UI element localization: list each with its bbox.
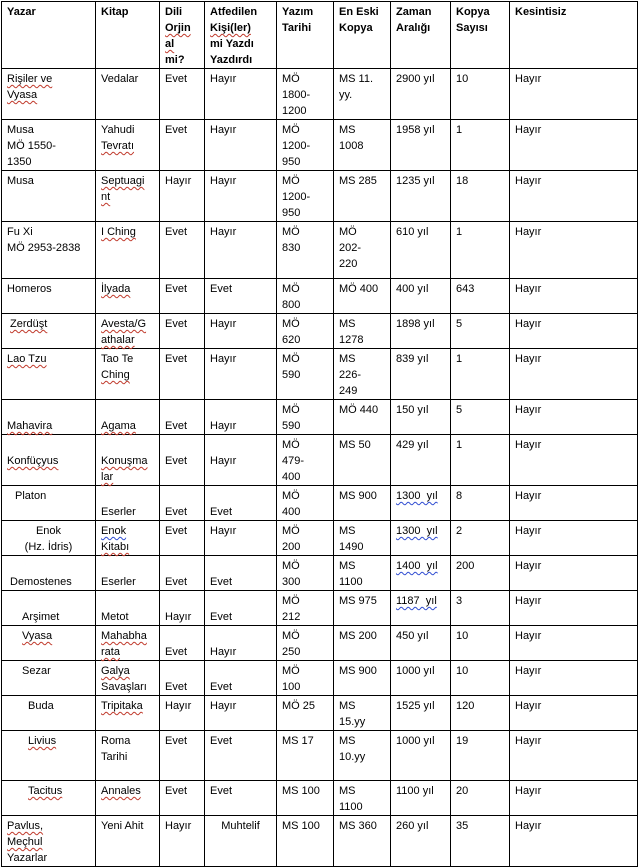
cell-sayi: 35 xyxy=(451,816,510,867)
cell-zaman: 839 yıl xyxy=(391,349,451,400)
cell-kopya: MS 1100 xyxy=(334,556,391,591)
cell-kesintisiz: Hayır xyxy=(510,279,638,314)
cell-kopya: MÖ 400 xyxy=(334,279,391,314)
cell-atfedilen: Evet xyxy=(205,486,277,521)
cell-dili: Evet xyxy=(160,731,205,781)
cell-kesintisiz: Hayır xyxy=(510,222,638,279)
cell-yazim: MÖ 620 xyxy=(277,314,334,349)
table-row xyxy=(2,661,638,696)
cell-sayi: 1 xyxy=(451,349,510,400)
cell-yazim: MS 100 xyxy=(277,781,334,816)
cell-dili: Evet xyxy=(160,222,205,279)
cell-zaman: 2900 yıl xyxy=(391,69,451,120)
cell-kesintisiz: Hayır xyxy=(510,349,638,400)
cell-dili: Hayır xyxy=(160,591,205,626)
table-row xyxy=(2,435,638,486)
header-kitap: Kitap xyxy=(96,2,160,69)
cell-kopya: MS 1490 xyxy=(334,521,391,556)
cell-kitap: Konuşma lar xyxy=(96,435,160,486)
cell-zaman: 1400 yıl xyxy=(391,556,451,591)
cell-kesintisiz: Hayır xyxy=(510,314,638,349)
cell-yazar: Musa xyxy=(2,171,96,222)
cell-zaman: 450 yıl xyxy=(391,626,451,661)
cell-zaman: 1187 yıl xyxy=(391,591,451,626)
cell-dili: Evet xyxy=(160,314,205,349)
cell-dili: Evet xyxy=(160,279,205,314)
header-kopya-sayisi: Kopya Sayısı xyxy=(451,2,510,69)
table-row xyxy=(2,120,638,171)
cell-kitap: Vedalar xyxy=(96,69,160,120)
cell-atfedilen: Hayır xyxy=(205,120,277,171)
cell-atfedilen: Hayır xyxy=(205,435,277,486)
cell-yazar: Tacitus xyxy=(2,781,96,816)
cell-kopya: MÖ 440 xyxy=(334,400,391,435)
cell-kitap: Roma Tarihi xyxy=(96,731,160,781)
table-row xyxy=(2,521,638,556)
cell-kitap: Avesta/G athalar xyxy=(96,314,160,349)
cell-dili: Evet xyxy=(160,435,205,486)
cell-yazim: MS 17 xyxy=(277,731,334,781)
cell-zaman: 1300 yıl xyxy=(391,521,451,556)
table-row xyxy=(2,816,638,867)
cell-yazim: MÖ 830 xyxy=(277,222,334,279)
cell-zaman: 150 yıl xyxy=(391,400,451,435)
cell-atfedilen: Evet xyxy=(205,556,277,591)
cell-zaman: 1958 yıl xyxy=(391,120,451,171)
cell-yazar: Enok (Hz. İdris) xyxy=(2,521,96,556)
cell-sayi: 18 xyxy=(451,171,510,222)
cell-sayi: 8 xyxy=(451,486,510,521)
cell-dili: Evet xyxy=(160,486,205,521)
cell-sayi: 5 xyxy=(451,400,510,435)
cell-kesintisiz: Hayır xyxy=(510,591,638,626)
cell-atfedilen: Hayır xyxy=(205,400,277,435)
cell-kesintisiz: Hayır xyxy=(510,696,638,731)
cell-kitap: I Ching xyxy=(96,222,160,279)
cell-dili: Evet xyxy=(160,661,205,696)
cell-kitap: Galya Savaşları xyxy=(96,661,160,696)
table-row xyxy=(2,314,638,349)
cell-atfedilen: Hayır xyxy=(205,222,277,279)
cell-kopya: MS 360 xyxy=(334,816,391,867)
cell-kitap: Metot xyxy=(96,591,160,626)
cell-sayi: 3 xyxy=(451,591,510,626)
cell-atfedilen: Hayır xyxy=(205,696,277,731)
cell-yazim: MÖ 590 xyxy=(277,400,334,435)
cell-dili: Hayır xyxy=(160,171,205,222)
cell-dili: Evet xyxy=(160,521,205,556)
cell-sayi: 1 xyxy=(451,222,510,279)
header-row xyxy=(2,2,638,69)
cell-yazim: MÖ 800 xyxy=(277,279,334,314)
cell-dili: Evet xyxy=(160,556,205,591)
cell-kitap: Yeni Ahit xyxy=(96,816,160,867)
cell-dili: Evet xyxy=(160,120,205,171)
cell-sayi: 1 xyxy=(451,435,510,486)
cell-kesintisiz: Hayır xyxy=(510,400,638,435)
cell-zaman: 1000 yıl xyxy=(391,661,451,696)
cell-sayi: 2 xyxy=(451,521,510,556)
cell-kesintisiz: Hayır xyxy=(510,781,638,816)
cell-yazar: Zerdüşt xyxy=(2,314,96,349)
cell-kopya: MS 15.yy xyxy=(334,696,391,731)
cell-dili: Evet xyxy=(160,69,205,120)
header-kesintisiz: Kesintisiz xyxy=(510,2,638,69)
cell-yazim: MÖ 1200- 950 xyxy=(277,120,334,171)
cell-yazar: Platon xyxy=(2,486,96,521)
cell-dili: Hayır xyxy=(160,816,205,867)
cell-atfedilen: Muhtelif xyxy=(205,816,277,867)
cell-kesintisiz: Hayır xyxy=(510,661,638,696)
cell-yazim: MÖ 400 xyxy=(277,486,334,521)
table-row xyxy=(2,486,638,521)
header-en-eski-kopya: En Eski Kopya xyxy=(334,2,391,69)
table-row xyxy=(2,556,638,591)
cell-dili: Evet xyxy=(160,349,205,400)
cell-yazar: Fu Xi MÖ 2953-2838 xyxy=(2,222,96,279)
cell-kopya: MS 1278 xyxy=(334,314,391,349)
cell-kitap: Agama xyxy=(96,400,160,435)
cell-atfedilen: Hayır xyxy=(205,171,277,222)
cell-kopya: MS 50 xyxy=(334,435,391,486)
cell-atfedilen: Evet xyxy=(205,781,277,816)
cell-zaman: 400 yıl xyxy=(391,279,451,314)
header-yazim-tarihi: Yazım Tarihi xyxy=(277,2,334,69)
cell-sayi: 643 xyxy=(451,279,510,314)
cell-kitap: Enok Kitabı xyxy=(96,521,160,556)
table-row xyxy=(2,696,638,731)
header-zaman-araligi: Zaman Aralığı xyxy=(391,2,451,69)
cell-atfedilen: Evet xyxy=(205,591,277,626)
cell-yazim: MÖ 479- 400 xyxy=(277,435,334,486)
table-row xyxy=(2,400,638,435)
cell-zaman: 1525 yıl xyxy=(391,696,451,731)
cell-kesintisiz: Hayır xyxy=(510,486,638,521)
cell-sayi: 20 xyxy=(451,781,510,816)
cell-kesintisiz: Hayır xyxy=(510,435,638,486)
cell-yazim: MÖ 1200- 950 xyxy=(277,171,334,222)
cell-kesintisiz: Hayır xyxy=(510,521,638,556)
cell-zaman: 1898 yıl xyxy=(391,314,451,349)
cell-kesintisiz: Hayır xyxy=(510,556,638,591)
cell-kopya: MS 226- 249 xyxy=(334,349,391,400)
cell-kitap: Tripitaka xyxy=(96,696,160,731)
cell-dili: Hayır xyxy=(160,696,205,731)
cell-yazar: Arşimet xyxy=(2,591,96,626)
table-row xyxy=(2,222,638,279)
cell-yazar: Livius xyxy=(2,731,96,781)
comparison-table xyxy=(1,1,638,867)
cell-kitap: Mahabha rata xyxy=(96,626,160,661)
cell-zaman: 1100 yıl xyxy=(391,781,451,816)
cell-sayi: 10 xyxy=(451,661,510,696)
cell-kopya: MÖ 202- 220 xyxy=(334,222,391,279)
table-row xyxy=(2,349,638,400)
cell-dili: Evet xyxy=(160,400,205,435)
cell-kopya: MS 285 xyxy=(334,171,391,222)
cell-zaman: 610 yıl xyxy=(391,222,451,279)
cell-kesintisiz: Hayır xyxy=(510,731,638,781)
header-atfedilen: Atfedilen Kişi(ler) mi Yazdı Yazdırdı xyxy=(205,2,277,69)
cell-yazim: MÖ 100 xyxy=(277,661,334,696)
cell-atfedilen: Evet xyxy=(205,731,277,781)
cell-dili: Evet xyxy=(160,626,205,661)
cell-dili: Evet xyxy=(160,781,205,816)
cell-kitap: Eserler xyxy=(96,556,160,591)
table-row xyxy=(2,171,638,222)
cell-yazim: MÖ 25 xyxy=(277,696,334,731)
cell-zaman: 429 yıl xyxy=(391,435,451,486)
cell-sayi: 5 xyxy=(451,314,510,349)
cell-kopya: MS 1100 xyxy=(334,781,391,816)
cell-kopya: MS 200 xyxy=(334,626,391,661)
cell-kesintisiz: Hayır xyxy=(510,120,638,171)
cell-yazar: Homeros xyxy=(2,279,96,314)
cell-atfedilen: Hayır xyxy=(205,314,277,349)
cell-kopya: MS 11. yy. xyxy=(334,69,391,120)
cell-atfedilen: Evet xyxy=(205,661,277,696)
cell-yazar: Lao Tzu xyxy=(2,349,96,400)
cell-kitap: Eserler xyxy=(96,486,160,521)
cell-yazar: Vyasa xyxy=(2,626,96,661)
header-yazar: Yazar xyxy=(2,2,96,69)
cell-yazar: Demostenes xyxy=(2,556,96,591)
cell-kopya: MS 900 xyxy=(334,661,391,696)
cell-kitap: Annales xyxy=(96,781,160,816)
table-row xyxy=(2,279,638,314)
cell-yazim: MÖ 300 xyxy=(277,556,334,591)
cell-yazim: MÖ 1800- 1200 xyxy=(277,69,334,120)
cell-kesintisiz: Hayır xyxy=(510,626,638,661)
cell-atfedilen: Hayır xyxy=(205,349,277,400)
cell-yazar: Buda xyxy=(2,696,96,731)
cell-kesintisiz: Hayır xyxy=(510,171,638,222)
cell-zaman: 260 yıl xyxy=(391,816,451,867)
table-row xyxy=(2,731,638,781)
cell-sayi: 1 xyxy=(451,120,510,171)
cell-yazar: Sezar xyxy=(2,661,96,696)
cell-kitap: Tao Te Ching xyxy=(96,349,160,400)
cell-yazim: MÖ 250 xyxy=(277,626,334,661)
cell-yazim: MS 100 xyxy=(277,816,334,867)
cell-sayi: 10 xyxy=(451,69,510,120)
cell-yazim: MÖ 212 xyxy=(277,591,334,626)
cell-yazar: Rişiler ve Vyasa xyxy=(2,69,96,120)
cell-yazim: MÖ 200 xyxy=(277,521,334,556)
cell-kopya: MS 900 xyxy=(334,486,391,521)
cell-sayi: 200 xyxy=(451,556,510,591)
cell-atfedilen: Hayır xyxy=(205,69,277,120)
table-row xyxy=(2,69,638,120)
cell-zaman: 1235 yıl xyxy=(391,171,451,222)
cell-yazar: Mahavira xyxy=(2,400,96,435)
cell-kitap: Yahudi Tevratı xyxy=(96,120,160,171)
cell-atfedilen: Hayır xyxy=(205,626,277,661)
cell-sayi: 10 xyxy=(451,626,510,661)
cell-yazar: Konfüçyus xyxy=(2,435,96,486)
table-row xyxy=(2,591,638,626)
cell-kesintisiz: Hayır xyxy=(510,69,638,120)
cell-yazar: Musa MÖ 1550- 1350 xyxy=(2,120,96,171)
cell-kesintisiz: Hayır xyxy=(510,816,638,867)
cell-atfedilen: Evet xyxy=(205,279,277,314)
cell-sayi: 120 xyxy=(451,696,510,731)
cell-zaman: 1000 yıl xyxy=(391,731,451,781)
cell-yazar: Pavlus, Meçhul Yazarlar xyxy=(2,816,96,867)
cell-kitap: İlyada xyxy=(96,279,160,314)
table-row xyxy=(2,626,638,661)
cell-atfedilen: Hayır xyxy=(205,521,277,556)
cell-kopya: MS 975 xyxy=(334,591,391,626)
cell-sayi: 19 xyxy=(451,731,510,781)
header-dili: Dili Orjin al mi? xyxy=(160,2,205,69)
cell-kopya: MS 10.yy xyxy=(334,731,391,781)
cell-kitap: Septuagi nt xyxy=(96,171,160,222)
table-row xyxy=(2,781,638,816)
cell-kopya: MS 1008 xyxy=(334,120,391,171)
cell-yazim: MÖ 590 xyxy=(277,349,334,400)
cell-zaman: 1300 yıl xyxy=(391,486,451,521)
